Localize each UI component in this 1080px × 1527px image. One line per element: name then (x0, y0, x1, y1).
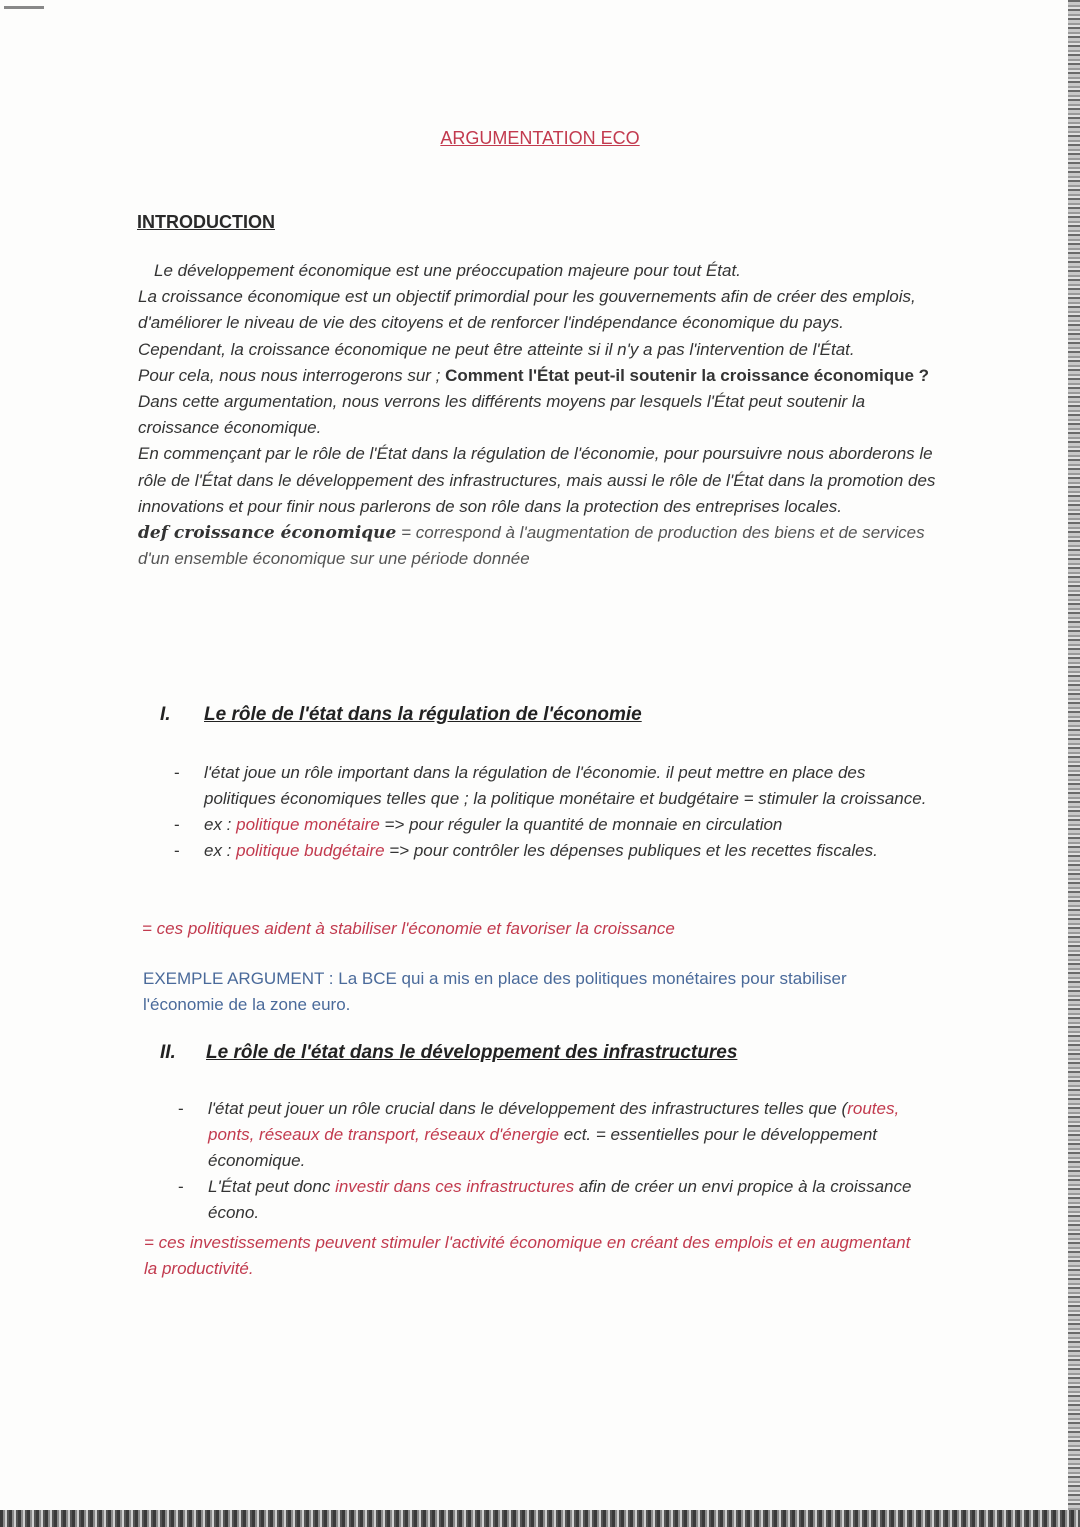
section-title: Le rôle de l'état dans le développement des infrastructures (206, 1042, 738, 1063)
intro-question-paragraph (138, 363, 938, 389)
intro-paragraph: La croissance économique est un objectif primordial pour les gouvernements afin de créer des emplois, d'améliorer le niveau de vie des citoyens et de renforcer l'indépendance économique du pays. (138, 287, 916, 333)
list-item: - ex : politique monétaire => pour réguler la quantité de monnaie en circulation (174, 815, 783, 834)
section-number: II. (160, 1042, 176, 1063)
scan-edge (0, 1510, 1080, 1527)
list-item: - l'état peut jouer un rôle crucial dans le développement des infrastructures telles que (routes, ponts, réseaux de transport, réseaux d'énergie ect. = essentielles pour le développement économique. (178, 1099, 900, 1170)
highlight: investir dans ces infrastructures (335, 1177, 575, 1196)
definition-text: = correspond à l'augmentation de production des biens et de services d'un ensemble économique sur une période donnée (138, 523, 925, 569)
list-item: - ex : politique budgétaire => pour contrôler les dépenses publiques et les recettes fiscales. (174, 841, 878, 860)
intro-paragraph: Le développement économique est une préoccupation majeure pour tout État. (154, 261, 741, 280)
list-item: - L'État peut donc investir dans ces infrastructures afin de créer un envi propice à la croissance écono. (178, 1177, 912, 1222)
question-lead: Pour cela, nous nous interrogerons sur ; (138, 365, 446, 385)
scan-mark (4, 6, 44, 9)
definition (138, 520, 938, 572)
intro-paragraph: Cependant, la croissance économique ne peut être atteinte si il n'y a pas l'intervention de l'État. (138, 339, 855, 359)
intro-paragraph: Dans cette argumentation, nous verrons les différents moyens par lesquels l'État peut soutenir la croissance économique. (138, 392, 866, 438)
scan-edge (1068, 0, 1080, 1527)
list-item: - l'état joue un rôle important dans la régulation de l'économie. il peut mettre en place des politiques économiques telles que ; la politique monétaire et budgétaire = stimuler la croissance. (174, 763, 927, 808)
introduction-heading: INTRODUCTION (137, 212, 275, 232)
highlight: politique budgétaire (236, 841, 385, 860)
problem-question: Comment l'État peut-il soutenir la croissance économique ? (445, 365, 930, 385)
section-1-heading (160, 704, 860, 730)
introduction-body (138, 258, 938, 572)
example-argument: EXEMPLE ARGUMENT : La BCE qui a mis en place des politiques monétaires pour stabiliser l'économie de la zone euro. (143, 969, 847, 1014)
section-title: Le rôle de l'état dans la régulation de l'économie (204, 704, 642, 725)
highlight: politique monétaire (236, 815, 380, 834)
definition-term: def croissance économique (138, 523, 397, 544)
section-2-conclusion: = ces investissements peuvent stimuler l'activité économique en créant des emplois et en augmentant la productivité. (144, 1233, 911, 1278)
document-title: ARGUMENTATION ECO (440, 128, 640, 148)
section-1-conclusion: = ces politiques aident à stabiliser l'économie et favoriser la croissance (142, 919, 675, 938)
intro-paragraph: En commençant par le rôle de l'État dans la régulation de l'économie, pour poursuivre nous aborderons le rôle de l'État dans le développement des infrastructures, mais aussi le rôle de l'État dans la promotion des innovations et pour finir nous parlerons de son rôle dans la protection des entreprises locales. (138, 444, 936, 516)
section-2-bullets (178, 1096, 938, 1226)
section-2-heading (160, 1042, 880, 1068)
section-1-bullets (174, 760, 934, 864)
highlight: routes, ponts, réseaux de transport, réseaux d'énergie (208, 1099, 900, 1144)
section-number: I. (160, 704, 171, 725)
